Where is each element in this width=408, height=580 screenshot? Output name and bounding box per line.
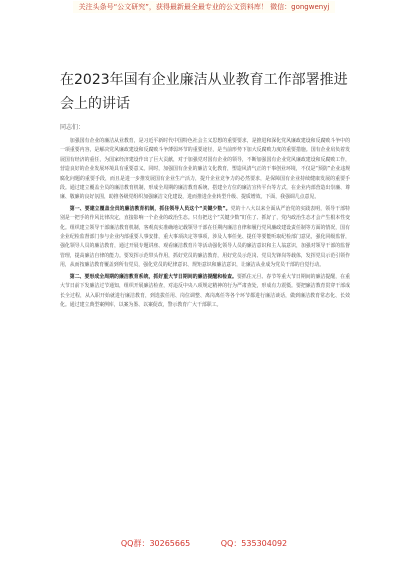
section-heading: 第一、要建立覆盖全员的廉洁教育机制，抓住领导人员这个“关键少数”。 [69,205,231,212]
section-paragraph [60,205,350,271]
section-heading: 第二、要形成全周期的廉洁教育系统，抓好重大节日期间的廉洁提醒和检查。 [69,273,237,280]
section-paragraph [60,273,350,311]
top-banner [0,0,408,14]
page-title: 在2023年国有企业廉洁从业教育工作部署推进会上的讲话 [60,72,348,112]
greeting: 同志们： [60,124,85,131]
qq-group-text: QQ群：30265665 [120,539,191,548]
qq-text: QQ：535304092 [220,539,288,548]
section-body: 要抓住元旦、春节等重大节日期间的廉洁提醒，在重大节日前下发廉洁过节通知，组织开展廉洁检查，对违反中央八项规定精神的行为严肃查处，形成有力震慑。要把廉洁教育贯穿干部成长全过程，从入职开始就进行廉洁教育，到选拔任用、岗位调整、离岗离任等各个环节都进行廉洁谈话，做到廉洁教育常态化、长效化。通过建立典型案例库，以案为鉴、以案促改，警示教育广大干部职工。 [60,273,350,308]
section-body: 党的十八大以来全面从严治党的实践表明，领导干部特别是一把手的作风比律决定，直接影响一个企业的政治生态。只有把这个“关键少数”盯住了、抓好了，党内政治生态才会产生根本性变化。组织建立领导干部廉洁教育机制，客观真实准确地记载领导干部在任期内廉洁自律和履行党风廉政建设责任制等方面的情况，国有企业纪检监督部门参与企业内部重要人事安排，重大事项决定等事项，涉及人事任免、提任等要能听取纪检部门意见，强化同级监督，强化领导人员的廉洁教育，通过开展专题讲座、观看廉洁教育片等活动强化领导人员的廉洁意识和主人翁意识，加强对领导干部的监督管理，提高廉洁自律的能力。要发挥示范带头作用，抓好党员的廉洁教育，用好党员示范岗、党员先锋岗等载体，发挥党员示范引领作用，从而按廉洁教育覆盖到所有党员，强化党员的纪律意识、规矩意识和廉洁意识，让廉洁从业成为党员干部的自觉行动。 [60,205,350,269]
intro-paragraph: 加强国有企业的廉洁从业教育，是习近平新时代中国特色社会主义思想的重要要求，是推进和深化党风廉政建设和反腐败斗争中的一项重要内容，是解决党风廉政建设和反腐败斗争薄弱环节的重要途径，是当前形势下加大反腐败力度的重要措施。国有企业肩负着发展国有经济的重任，为国家经济建设作出了巨大贡献，对于加强党对国有企业的领导，不断加强国有企业党风廉政建设和反腐败工作，营造良好的企业发展环境具有重要意义。同时，加强国有企业的廉洁文化教育，塑造风清气正的干事创业环境，不仅是“预防”企业违规腐化问题的重要手段，而且是进一步推发展国有企业生产活力，提升企业竞争力的必然要求，是保障国有企业持续健康发展的重要手段。通过建立覆盖全员的廉洁教育机制，形成全周期的廉洁教育系统，搭建全方位的廉洁宣传平台等方式，在企业内部营造出崇廉、尊廉、敬廉的良好氛围，助推各级党组织加强廉洁文化建设，进而推进企业转型升级、提质增效。下面，我强调几点意见。 [60,138,350,201]
banner-text: 关注头条号“公文研究”，获得最新最全最专业的公文资料库！ 微信：gongwenyj [73,1,336,13]
footer-contact [0,538,408,549]
document-body [60,137,350,312]
